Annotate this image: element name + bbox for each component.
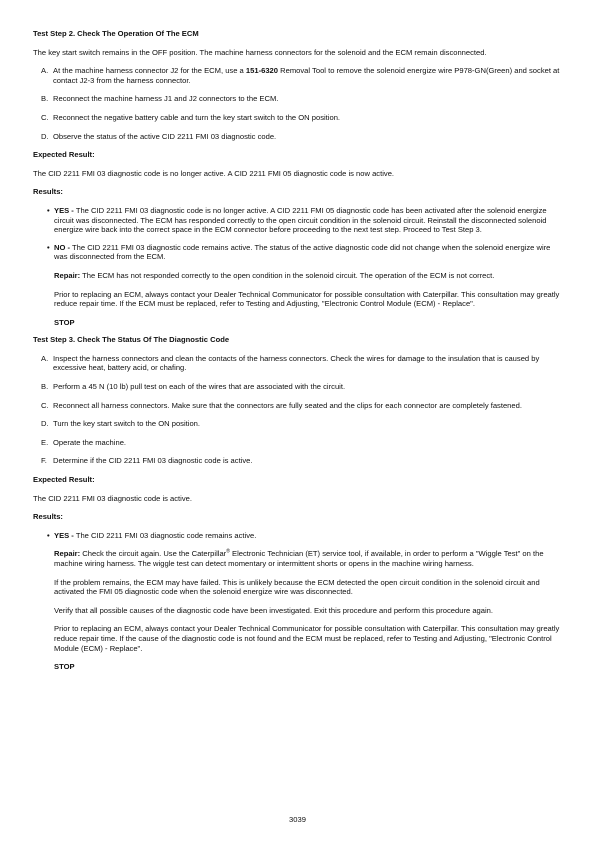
bullet-icon: • (47, 530, 50, 540)
step2-item-b (33, 94, 563, 104)
step3-item-b (33, 382, 563, 392)
registered-mark: ® (226, 548, 230, 555)
step2-item-c (33, 113, 563, 123)
step-text-pre: At the machine harness connector J2 for the ECM, use a (53, 66, 246, 76)
step-text: Determine if the CID 2211 FMI 03 diagnostic code is active. (53, 456, 253, 466)
step-letter: D. (41, 419, 49, 429)
repair-text-post: Electronic Technician (ET) service tool, if available, in order to perform a "Wiggle Test" on the machine wiring harness. The wiggle test can detect momentary or intermittent shorts or opens in the machine wiring harness. (54, 549, 544, 568)
page-number: 3039 (289, 815, 306, 824)
repair-paragraph (54, 549, 563, 568)
step-text: Perform a 45 N (10 lb) pull test on each of the wires that are associated with the circuit. (53, 382, 346, 392)
step-text: Reconnect the machine harness J1 and J2 connectors to the ECM. (53, 94, 279, 104)
step-letter: F. (41, 456, 47, 466)
step3-item-f (33, 456, 563, 466)
bullet-icon: • (47, 205, 50, 215)
step3-results-list (33, 531, 563, 672)
step3-expected-label: Expected Result: (33, 475, 95, 485)
step2-results-list (33, 206, 563, 327)
step-text: Reconnect the negative battery cable and turn the key start switch to the ON position. (53, 112, 341, 122)
repair-text-pre: Check the circuit again. Use the Caterpillar (80, 549, 227, 559)
step3-result-yes (33, 531, 563, 672)
step3-item-a (33, 354, 563, 373)
step2-expected-text: The CID 2211 FMI 03 diagnostic code is no longer active. A CID 2211 FMI 05 diagnostic code is now active. (33, 168, 395, 178)
step3-item-c (33, 401, 563, 411)
stop-paragraph (54, 318, 563, 328)
step-letter: A. (41, 353, 49, 363)
repair-label: Repair: (54, 270, 81, 280)
failure-paragraph: If the problem remains, the ECM may have failed. This is unlikely because the ECM detected the open circuit condition in the solenoid circuit and activated the FMI 05 diagnostic code when the solenoid energize wire was disconnected. (54, 577, 540, 597)
step-letter: B. (41, 382, 49, 392)
step-letter: B. (41, 94, 49, 104)
step3-expected-text: The CID 2211 FMI 03 diagnostic code is active. (33, 493, 192, 503)
document-page (33, 29, 563, 680)
step-text: Operate the machine. (53, 437, 127, 447)
yes-text: The CID 2211 FMI 03 diagnostic code remains active. (73, 530, 257, 540)
step-letter: D. (41, 131, 49, 141)
repair-label: Repair: (54, 549, 81, 559)
step2-item-d (33, 132, 563, 142)
stop-label: STOP (54, 317, 75, 327)
step-text: Turn the key start switch to the ON position. (53, 419, 201, 429)
step2-procedure-list (33, 66, 563, 141)
step3-item-e (33, 438, 563, 448)
no-label: NO - (54, 242, 71, 252)
step2-item-a (33, 66, 563, 85)
step3-title: Test Step 3. Check The Status Of The Diagnostic Code (33, 335, 230, 345)
step2-intro: The key start switch remains in the OFF position. The machine harness connectors for the solenoid and the ECM remain disconnected. (33, 47, 487, 57)
bullet-icon: • (47, 242, 50, 252)
step-letter: C. (41, 400, 49, 410)
step2-result-no (33, 243, 563, 328)
repair-text: The ECM has not responded correctly to the open condition in the solenoid circuit. The operation of the ECM is not correct. (80, 270, 495, 280)
yes-text: The CID 2211 FMI 03 diagnostic code is no longer active. A CID 2211 FMI 05 diagnostic code has been activated after the solenoid energize circuit was disconnected. The ECM has responded correctly to the open circuit condition in the solenoid circuit. Reinstall the disconnected solenoid energize wire back into the correct space in the ECM connector before proceeding to the next test step. Proceed to Test Step 3. (54, 205, 547, 235)
step2-expected-label: Expected Result: (33, 150, 95, 160)
part-number: 151-6320 (245, 66, 278, 76)
yes-label: YES - (54, 530, 74, 540)
repair-paragraph (54, 271, 563, 281)
step-letter: C. (41, 112, 49, 122)
step2-results-label: Results: (33, 187, 63, 197)
prior-paragraph: Prior to replacing an ECM, always contact your Dealer Technical Communicator for possible consultation with Caterpillar. This consultation may greatly reduce repair time. If the cause of the diagnostic code is not found and the ECM must be replaced, refer to Testing and Adjusting, "Electronic Control Module (ECM) - Replace". (54, 624, 560, 653)
step-letter: E. (41, 437, 49, 447)
step2-result-yes (33, 206, 563, 235)
no-text: The CID 2211 FMI 03 diagnostic code remains active. The status of the active diagnostic code did not change when the solenoid energize wire was disconnected from the ECM. (54, 242, 551, 262)
step-text: Inspect the harness connectors and clean the contacts of the harness connectors. Check the wires for damage to the insulation that is caused by excessive heat, battery acid, or chafing. (53, 353, 540, 373)
step-text: Observe the status of the active CID 2211 FMI 03 diagnostic code. (53, 131, 277, 141)
prior-paragraph: Prior to replacing an ECM, always contact your Dealer Technical Communicator for possible consultation with Caterpillar. This consultation may greatly reduce repair time. If the ECM must be replaced, refer to Testing and Adjusting, "Electronic Control Module (ECM) - Replace". (54, 289, 560, 309)
step-letter: A. (41, 66, 49, 76)
stop-paragraph (54, 662, 563, 672)
step3-item-d (33, 419, 563, 429)
step3-results-label: Results: (33, 512, 63, 522)
stop-label: STOP (54, 662, 75, 672)
step3-procedure-list (33, 354, 563, 466)
step-text: Reconnect all harness connectors. Make sure that the connectors are fully seated and the clips for each connector are completely fastened. (53, 400, 522, 410)
step-text-post: Removal Tool to remove the solenoid energize wire P978-GN(Green) and socket at contact J2-3 from the harness connector. (53, 66, 560, 85)
verify-paragraph: Verify that all possible causes of the diagnostic code have been investigated. Exit this procedure and perform this procedure again. (54, 605, 494, 615)
yes-label: YES - (54, 205, 74, 215)
step2-title: Test Step 2. Check The Operation Of The ECM (33, 29, 199, 38)
